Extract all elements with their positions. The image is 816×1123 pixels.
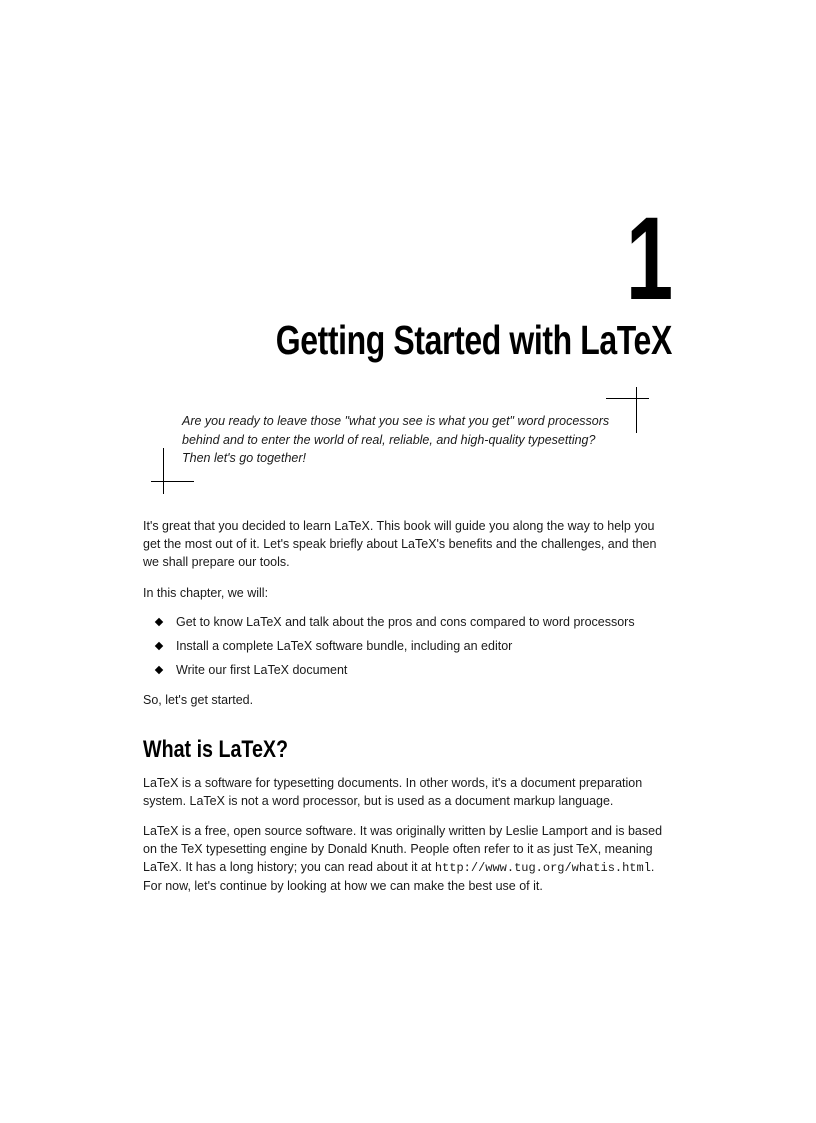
- section-heading: What is LaTeX?: [143, 736, 289, 763]
- paragraph-line: LaTeX is a software for typesetting documents. In other words, it's a document preparation: [143, 776, 643, 790]
- section-paragraph-2: [143, 822, 673, 895]
- chapter-title: Getting Started with LaTeX: [275, 317, 672, 363]
- paragraph-line: on the TeX typesetting engine by Donald Knuth. People often refer to it as just TeX, meaning: [143, 842, 653, 856]
- list-item-text: Write our first LaTeX document: [176, 663, 348, 677]
- diamond-bullet-icon: [155, 666, 163, 674]
- list-item: [154, 661, 635, 685]
- paragraph-text: LaTeX. It has a long history; you can read about it at: [143, 860, 435, 874]
- chapter-intro: [182, 412, 642, 468]
- paragraph-line: system. LaTeX is not a word processor, but is used as a document markup language.: [143, 794, 614, 808]
- chapter-goals-list: [154, 613, 635, 685]
- list-item: [154, 613, 635, 637]
- section-paragraph-1: [143, 774, 673, 810]
- list-item-text: Get to know LaTeX and talk about the pros and cons compared to word processors: [176, 615, 635, 629]
- diamond-bullet-icon: [155, 618, 163, 626]
- intro-line: Then let's go together!: [182, 451, 306, 465]
- crop-mark-bottom-left-vertical: [163, 448, 164, 494]
- diamond-bullet-icon: [155, 642, 163, 650]
- tug-whatis-link[interactable]: http://www.tug.org/whatis.html: [434, 861, 651, 875]
- paragraph-line: we shall prepare our tools.: [143, 555, 290, 569]
- crop-mark-bottom-left-horizontal: [151, 481, 194, 482]
- list-item: [154, 637, 635, 661]
- paragraph-get-started: [143, 691, 673, 709]
- intro-line: behind and to enter the world of real, reliable, and high-quality typesetting?: [182, 432, 596, 447]
- paragraph-line: LaTeX is a free, open source software. It was originally written by Leslie Lamport and is based: [143, 824, 663, 838]
- paragraph-line: [143, 858, 673, 877]
- paragraph-line: It's great that you decided to learn LaTeX. This book will guide you along the way to help you: [143, 519, 655, 533]
- paragraph-line: So, let's get started.: [143, 693, 254, 707]
- list-item-text: Install a complete LaTeX software bundle, including an editor: [176, 639, 513, 653]
- paragraph-chapter-lead: [143, 584, 673, 602]
- paragraph-line: For now, let's continue by looking at how we can make the best use of it.: [143, 879, 543, 893]
- paragraph-line: get the most out of it. Let's speak briefly about LaTeX's benefits and the challenges, and then: [143, 537, 657, 551]
- paragraph-line: In this chapter, we will:: [143, 586, 269, 600]
- paragraph-intro: [143, 517, 673, 571]
- crop-mark-top-right-horizontal: [606, 398, 649, 399]
- chapter-number: 1: [626, 193, 672, 325]
- paragraph-text: .: [650, 860, 655, 874]
- intro-line: Are you ready to leave those "what you see is what you get" word processors: [182, 414, 610, 428]
